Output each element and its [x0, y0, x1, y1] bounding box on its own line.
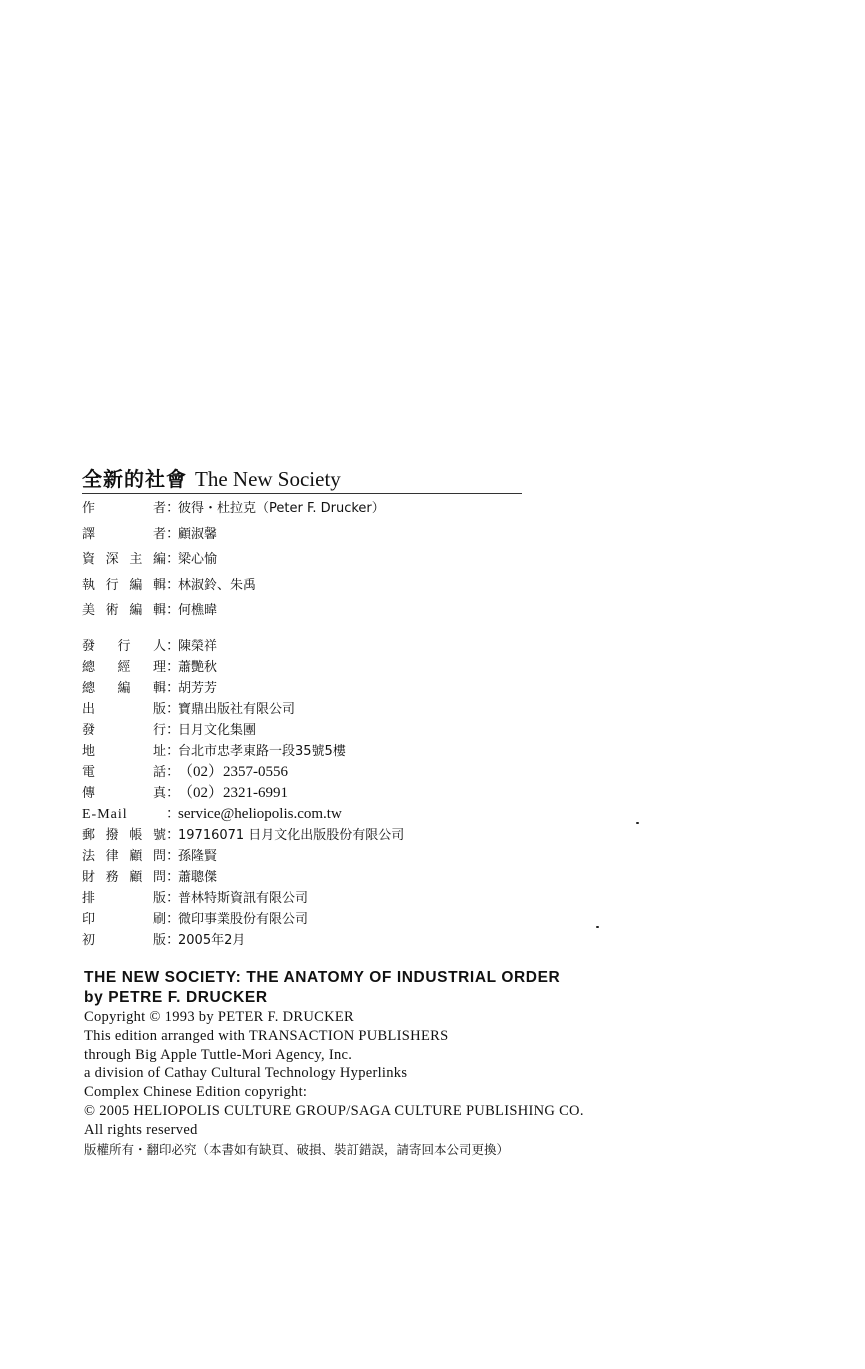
credit-label: 作 者 — [82, 501, 166, 516]
credit-row — [82, 573, 385, 599]
info-label: E-Mail — [82, 807, 128, 822]
scan-speck — [636, 822, 639, 824]
publisher-info-row — [82, 825, 404, 846]
publisher-info-row — [82, 741, 404, 762]
credit-label: 美術編輯 — [82, 603, 166, 618]
info-separator: ： — [166, 743, 180, 759]
info-value: 19716071 日月文化出版股份有限公司 — [178, 828, 405, 843]
credit-value: 彼得・杜拉克（Peter F. Drucker） — [178, 501, 385, 516]
info-label: 地址 — [82, 744, 166, 759]
info-value: 寶鼎出版社有限公司 — [178, 702, 296, 717]
info-separator: ： — [166, 680, 180, 696]
credit-row — [82, 496, 385, 522]
info-separator: ： — [166, 827, 180, 843]
info-label: 出版 — [82, 702, 166, 717]
english-copyright-line: © 2005 HELIOPOLIS CULTURE GROUP/SAGA CULTURE PUBLISHING CO. — [84, 1102, 584, 1119]
credit-value: 林淑鈴、朱禹 — [178, 577, 257, 593]
publisher-info-row — [82, 783, 404, 804]
title-chinese: 全新的社會 — [82, 467, 187, 491]
info-value: 陳榮祥 — [178, 639, 218, 654]
publisher-info-row — [82, 888, 404, 909]
publisher-info-row — [82, 678, 404, 699]
info-separator: ： — [166, 722, 180, 738]
credits-list — [82, 496, 385, 624]
publisher-info-row — [82, 636, 404, 657]
credit-separator: ： — [166, 551, 180, 567]
info-separator: ： — [166, 701, 180, 717]
info-label: 總經理 — [82, 660, 166, 675]
credit-separator: ： — [166, 500, 180, 516]
credit-separator: ： — [166, 525, 180, 542]
credit-row — [82, 547, 385, 573]
publisher-info-row — [82, 846, 404, 867]
info-separator: ： — [166, 932, 180, 948]
credit-value: 何樵暐 — [178, 603, 218, 618]
info-label: 傳真 — [82, 786, 166, 801]
info-value: 普林特斯資訊有限公司 — [178, 891, 309, 906]
scan-speck — [596, 926, 599, 928]
credit-label: 譯 者 — [82, 526, 166, 542]
credit-value: 顧淑馨 — [178, 526, 218, 542]
info-value: 蕭聰傑 — [178, 870, 218, 885]
info-value: 孫隆賢 — [178, 849, 218, 864]
info-separator: ： — [166, 638, 180, 654]
info-separator: ： — [166, 890, 180, 906]
english-copyright-line: Copyright © 1993 by PETER F. DRUCKER — [84, 1009, 354, 1025]
info-value: 台北市忠孝東路一段35號5樓 — [178, 744, 346, 759]
credit-label: 執行編輯 — [82, 577, 166, 593]
credit-separator: ： — [166, 576, 180, 593]
publisher-info-row — [82, 930, 404, 951]
info-separator: ： — [166, 764, 180, 780]
info-label: 總編輯 — [82, 681, 166, 696]
book-title — [82, 463, 522, 494]
info-value: 胡芳芳 — [178, 681, 218, 696]
info-label: 印刷 — [82, 912, 166, 927]
english-copyright-line: This edition arranged with TRANSACTION PUBLISHERS — [84, 1027, 449, 1044]
info-separator: ： — [166, 806, 180, 822]
publisher-info-list — [82, 636, 404, 951]
english-heading-title: THE NEW SOCIETY: THE ANATOMY OF INDUSTRIAL ORDER — [84, 969, 561, 986]
credit-row — [82, 522, 385, 548]
info-separator: ： — [166, 911, 180, 927]
publisher-info-row — [82, 909, 404, 930]
info-value: 2005年2月 — [178, 933, 246, 948]
info-value: 微印事業股份有限公司 — [178, 912, 309, 927]
english-heading-author: by PETRE F. DRUCKER — [84, 989, 268, 1006]
rights-reserved-chinese: 版權所有・翻印必究（本書如有缺頁、破損、裝訂錯誤，請寄回本公司更換） — [84, 1141, 510, 1157]
info-value: 蕭艷秋 — [178, 660, 218, 675]
info-separator: ： — [166, 785, 180, 801]
info-label: 初版 — [82, 933, 166, 948]
info-separator: ： — [166, 659, 180, 675]
publisher-info-row — [82, 720, 404, 741]
english-copyright-block — [84, 968, 784, 1160]
credit-label: 資深主編 — [82, 552, 166, 567]
info-label: 電話 — [82, 765, 166, 780]
info-label: 法律顧問 — [82, 849, 166, 864]
publisher-info-row — [82, 699, 404, 720]
credit-separator: ： — [166, 602, 180, 618]
english-copyright-line: Complex Chinese Edition copyright: — [84, 1084, 308, 1101]
publisher-info-row — [82, 804, 404, 825]
publisher-info-row — [82, 657, 404, 678]
info-label: 財務顧問 — [82, 870, 166, 885]
english-copyright-lines — [84, 1008, 784, 1140]
publisher-info-row — [82, 867, 404, 888]
info-value: 日月文化集團 — [178, 723, 257, 738]
english-copyright-line: All rights reserved — [84, 1121, 198, 1138]
title-english: The New Society — [195, 467, 341, 491]
info-label: 發行人 — [82, 639, 166, 654]
credit-row — [82, 598, 385, 624]
info-value: （02）2321-6991 — [178, 785, 288, 801]
info-label: 排版 — [82, 891, 166, 906]
english-copyright-line: a division of Cathay Cultural Technology Hyperlinks — [84, 1065, 408, 1082]
info-separator: ： — [166, 848, 180, 864]
info-separator: ： — [166, 869, 180, 885]
info-label: 郵撥帳號 — [82, 828, 166, 843]
publisher-info-row — [82, 762, 404, 783]
info-value: service@heliopolis.com.tw — [178, 806, 342, 822]
info-label: 發行 — [82, 723, 166, 738]
info-value: （02）2357-0556 — [178, 764, 288, 780]
english-copyright-line: through Big Apple Tuttle-Mori Agency, Inc. — [84, 1046, 353, 1063]
credit-value: 梁心愉 — [178, 552, 218, 567]
